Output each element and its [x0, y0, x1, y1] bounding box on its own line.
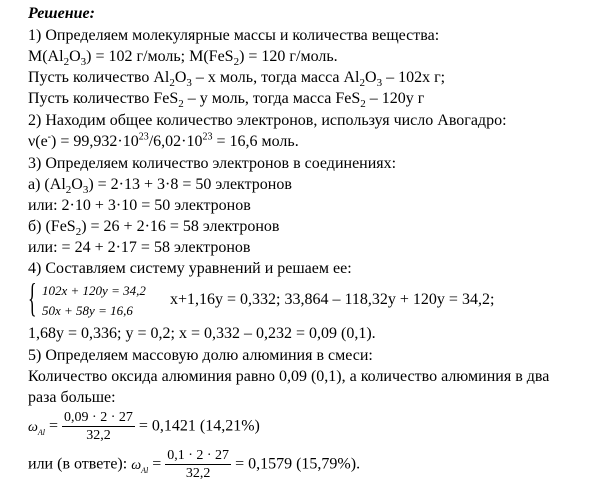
mass-fraction-formula-2: или (в ответе): $\omega_{Al}$ = $\frac{0,1 \cdot 2 \cdot 27}{32,2}$ = 0,1579 (15,79%). — [28, 448, 361, 481]
oxide-amount-line: Количество оксида алюминия равно 0,09 (0,1), а количество алюминия в два — [28, 368, 550, 385]
al2o3-electrons-line: а) $(Al_2O_3) = 2\cdot 13 + 3\cdot 8 = 50$ электронов — [28, 176, 292, 197]
fraction: $\frac{0,09 \cdot 2 \cdot 27}{32,2}$ — [64, 410, 133, 443]
step-4-title: 4) Составляем систему уравнений и решаем ее: — [28, 260, 352, 277]
molar-masses-line: $M(Al_2O_3) = 102$ г/моль; M(FeS$_2$) = 120 г/моль. — [28, 48, 338, 69]
system-brace: { — [28, 275, 37, 320]
mass-fraction-formula-1: $\omega_{Al}$ = $\frac{0,09 \cdot 2 \cdot 27}{32,2}$ = 0,1421 (14,21%) — [28, 410, 260, 443]
solution-step-line: x+1,16y = 0,332; 33,864 – 118,32y + 120y = 34,2; — [170, 291, 495, 308]
solution-result-line: 1,68y = 0,336; y = 0,2; x = 0,332 – 0,232 = 0,09 (0,1). — [28, 325, 376, 342]
fraction: $\frac{0,1 \cdot 2 \cdot 27}{32,2}$ — [167, 448, 230, 481]
step-5-title: 5) Определяем массовую долю алюминия в смеси: — [28, 347, 373, 364]
omega-symbol: $\omega_{Al}$ — [131, 457, 149, 475]
step-1-title: 1) Определяем молекулярные массы и количества вещества: — [28, 27, 440, 44]
omega-symbol: $\omega_{Al}$ — [28, 419, 45, 437]
fes2-electrons-line: б) (FeS$_2$) = 26 + 2·16 = 58 электронов — [28, 218, 280, 239]
fes2-amount-line: Пусть количество FeS$_2$ – y моль, тогда масса FeS$_2$ – 120y г — [28, 90, 425, 111]
al2o3-amount-line: Пусть количество $Al_2O_3$ – x моль, тогда масса $Al_2O_3 - 102x$ г; — [28, 69, 446, 90]
equation-system — [28, 275, 188, 322]
oxide-amount-line-cont: раза больше: — [28, 389, 116, 406]
fes2-electrons-alt-line: или: = 24 + 2·17 = 58 электронов — [28, 239, 251, 256]
system-equation-2: 50x + 58y = 16,6 — [42, 303, 133, 318]
step-3-title: 3) Определяем количество электронов в соединениях: — [28, 155, 397, 172]
al2o3-electrons-alt-line: или: 2·10 + 3·10 = 50 электронов — [28, 197, 251, 214]
solution-heading: Решение: — [28, 5, 95, 22]
step-2-title: 2) Находим общее количество электронов, используя число Авогадро: — [28, 112, 507, 129]
electron-amount-line: $\nu(e^-) = 99,932\cdot 10^{23}/6,02\cdot 10^{23} = 16,6$ моль. — [28, 131, 299, 150]
system-equation-1: 102x + 120y = 34,2 — [42, 283, 146, 298]
